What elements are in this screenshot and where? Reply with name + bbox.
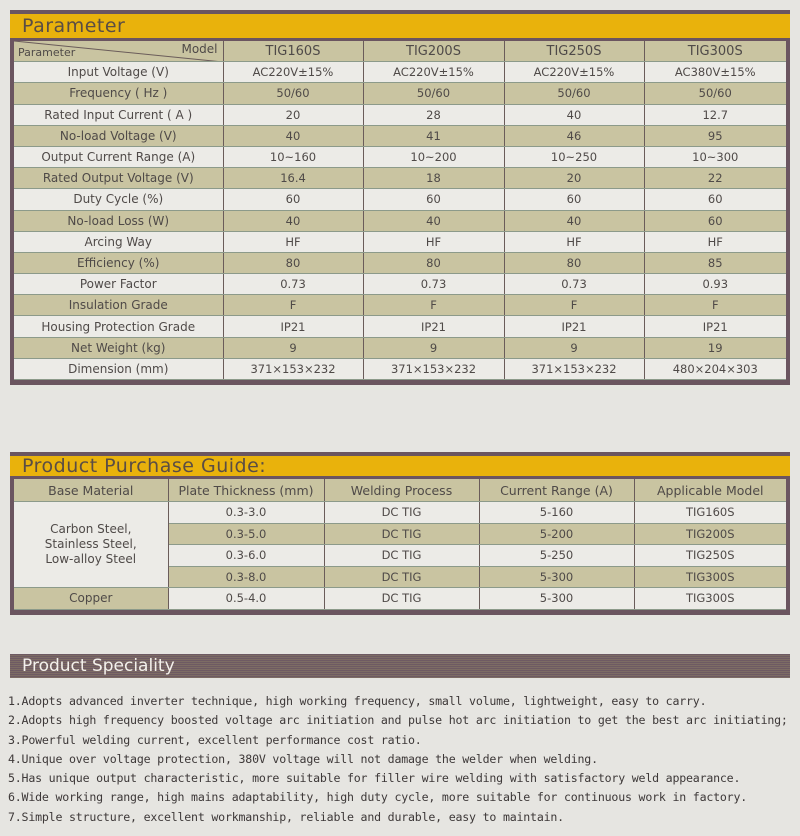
parameter-value: 10~300 [644,146,786,167]
column-header-plate-thickness: Plate Thickness (mm) [168,479,324,502]
base-material-copper: Copper [14,588,168,610]
applicable-model-cell: TIG300S [634,566,786,588]
table-row [14,189,786,210]
parameter-value: 9 [363,337,504,358]
parameter-value: 60 [223,189,363,210]
speciality-item: 3.Powerful welding current, excellent performance cost ratio. [8,732,422,747]
parameter-value: 50/60 [504,83,644,104]
applicable-model-cell: TIG160S [634,502,786,524]
table-row [14,104,786,125]
parameter-value: 480×204×303 [644,358,786,379]
table-row [14,231,786,252]
model-header: TIG300S [644,41,786,62]
parameter-value: HF [223,231,363,252]
parameter-table-frame [10,41,790,385]
parameter-value: F [223,295,363,316]
speciality-item: 6.Wide working range, high mains adaptability, high duty cycle, more suitable for continuous work in factory. [8,790,748,805]
purchase-guide-section-header [10,452,790,479]
parameter-label: Input Voltage (V) [14,62,223,83]
column-header-current-range: Current Range (A) [479,479,634,502]
parameter-value: 371×153×232 [363,358,504,379]
parameter-label: Output Current Range (A) [14,146,223,167]
parameter-value: 0.73 [223,274,363,295]
parameter-value: 28 [363,104,504,125]
parameter-value: 0.93 [644,274,786,295]
plate-thickness-cell: 0.3-3.0 [168,502,324,524]
parameter-value: IP21 [504,316,644,337]
parameter-section-header [10,10,790,41]
speciality-title: Product Speciality [22,656,175,676]
parameter-value: AC220V±15% [504,62,644,83]
current-range-cell: 5-160 [479,502,634,524]
table-row [14,125,786,146]
model-header: TIG250S [504,41,644,62]
table-row [14,62,786,83]
parameter-value: 60 [504,189,644,210]
column-header-welding-process: Welding Process [324,479,479,502]
purchase-guide-table-frame [10,479,790,615]
parameter-label: Power Factor [14,274,223,295]
parameter-value: AC220V±15% [363,62,504,83]
plate-thickness-cell: 0.5-4.0 [168,588,324,610]
applicable-model-cell: TIG200S [634,523,786,545]
model-header-label: Model [181,42,218,56]
parameter-value: IP21 [223,316,363,337]
welding-process-cell: DC TIG [324,545,479,567]
model-header: TIG200S [363,41,504,62]
table-row [14,588,786,610]
welding-process-cell: DC TIG [324,588,479,610]
current-range-cell: 5-200 [479,523,634,545]
parameter-value: 50/60 [223,83,363,104]
purchase-guide-table [14,479,786,610]
parameter-value: 20 [223,104,363,125]
parameter-value: 40 [363,210,504,231]
parameter-value: 371×153×232 [504,358,644,379]
plate-thickness-cell: 0.3-8.0 [168,566,324,588]
applicable-model-cell: TIG300S [634,588,786,610]
parameter-table [14,41,786,380]
parameter-value: 16.4 [223,168,363,189]
steel-group-label: Carbon Steel, Stainless Steel, Low-alloy Steel [44,522,137,566]
table-row [14,316,786,337]
parameter-value: 18 [363,168,504,189]
parameter-label: Duty Cycle (%) [14,189,223,210]
parameter-value: 22 [644,168,786,189]
speciality-list [8,692,798,827]
parameter-value: 80 [504,252,644,273]
table-row [14,337,786,358]
parameter-value: IP21 [363,316,504,337]
parameter-value: 95 [644,125,786,146]
base-material-steel-group [14,502,168,588]
parameter-value: 9 [223,337,363,358]
table-row [14,168,786,189]
table-row [14,274,786,295]
welding-process-cell: DC TIG [324,566,479,588]
parameter-value: F [504,295,644,316]
parameter-value: 60 [363,189,504,210]
parameter-header-label: Parameter [18,46,76,60]
parameter-label: Frequency ( Hz ) [14,83,223,104]
parameter-value: 20 [504,168,644,189]
parameter-value: 9 [504,337,644,358]
parameter-value: 40 [504,210,644,231]
parameter-value: HF [644,231,786,252]
plate-thickness-cell: 0.3-5.0 [168,523,324,545]
speciality-item: 2.Adopts high frequency boosted voltage arc initiation and pulse hot arc initiation to get the best arc initiating; [8,713,788,728]
parameter-value: 10~200 [363,146,504,167]
current-range-cell: 5-250 [479,545,634,567]
parameter-value: 40 [223,210,363,231]
parameter-label: Dimension (mm) [14,358,223,379]
purchase-guide-header-row [14,479,786,502]
column-header-base-material: Base Material [14,479,168,502]
parameter-model-corner-cell [14,41,223,62]
parameter-section-title: Parameter [22,15,126,37]
table-row [14,358,786,379]
parameter-label: Insulation Grade [14,295,223,316]
parameter-value: 85 [644,252,786,273]
table-row [14,502,786,524]
parameter-value: 0.73 [363,274,504,295]
table-row [14,83,786,104]
parameter-value: IP21 [644,316,786,337]
parameter-value: F [644,295,786,316]
parameter-value: F [363,295,504,316]
speciality-item: 5.Has unique output characteristic, more suitable for filler wire welding with satisfactory weld appearance. [8,771,741,786]
purchase-guide-title: Product Purchase Guide: [22,455,267,477]
parameter-label: Housing Protection Grade [14,316,223,337]
parameter-label: Arcing Way [14,231,223,252]
table-row [14,252,786,273]
parameter-value: 19 [644,337,786,358]
column-header-applicable-model: Applicable Model [634,479,786,502]
parameter-value: HF [363,231,504,252]
parameter-value: 80 [223,252,363,273]
parameter-value: 60 [644,210,786,231]
table-row [14,146,786,167]
parameter-header-row [14,41,786,62]
welding-process-cell: DC TIG [324,523,479,545]
plate-thickness-cell: 0.3-6.0 [168,545,324,567]
applicable-model-cell: TIG250S [634,545,786,567]
parameter-label: Rated Input Current ( A ) [14,104,223,125]
parameter-value: 46 [504,125,644,146]
parameter-label: Efficiency (%) [14,252,223,273]
welding-process-cell: DC TIG [324,502,479,524]
parameter-value: 50/60 [363,83,504,104]
parameter-value: 41 [363,125,504,146]
parameter-value: 40 [504,104,644,125]
speciality-section-header [10,654,790,678]
parameter-label: No-load Loss (W) [14,210,223,231]
parameter-value: AC380V±15% [644,62,786,83]
parameter-value: 60 [644,189,786,210]
parameter-value: 40 [223,125,363,146]
parameter-value: 80 [363,252,504,273]
parameter-value: 12.7 [644,104,786,125]
parameter-value: 371×153×232 [223,358,363,379]
speciality-item: 4.Unique over voltage protection, 380V voltage will not damage the welder when welding. [8,751,598,766]
table-row [14,295,786,316]
speciality-item: 7.Simple structure, excellent workmanship, reliable and durable, easy to maintain. [8,809,564,824]
model-header: TIG160S [223,41,363,62]
parameter-value: 10~250 [504,146,644,167]
parameter-value: 50/60 [644,83,786,104]
parameter-label: Rated Output Voltage (V) [14,168,223,189]
parameter-value: HF [504,231,644,252]
speciality-item: 1.Adopts advanced inverter technique, high working frequency, small volume, lightweight, easy to carry. [8,694,707,708]
parameter-value: 0.73 [504,274,644,295]
parameter-value: 10~160 [223,146,363,167]
table-row [14,210,786,231]
current-range-cell: 5-300 [479,566,634,588]
current-range-cell: 5-300 [479,588,634,610]
parameter-label: Net Weight (kg) [14,337,223,358]
parameter-value: AC220V±15% [223,62,363,83]
parameter-label: No-load Voltage (V) [14,125,223,146]
